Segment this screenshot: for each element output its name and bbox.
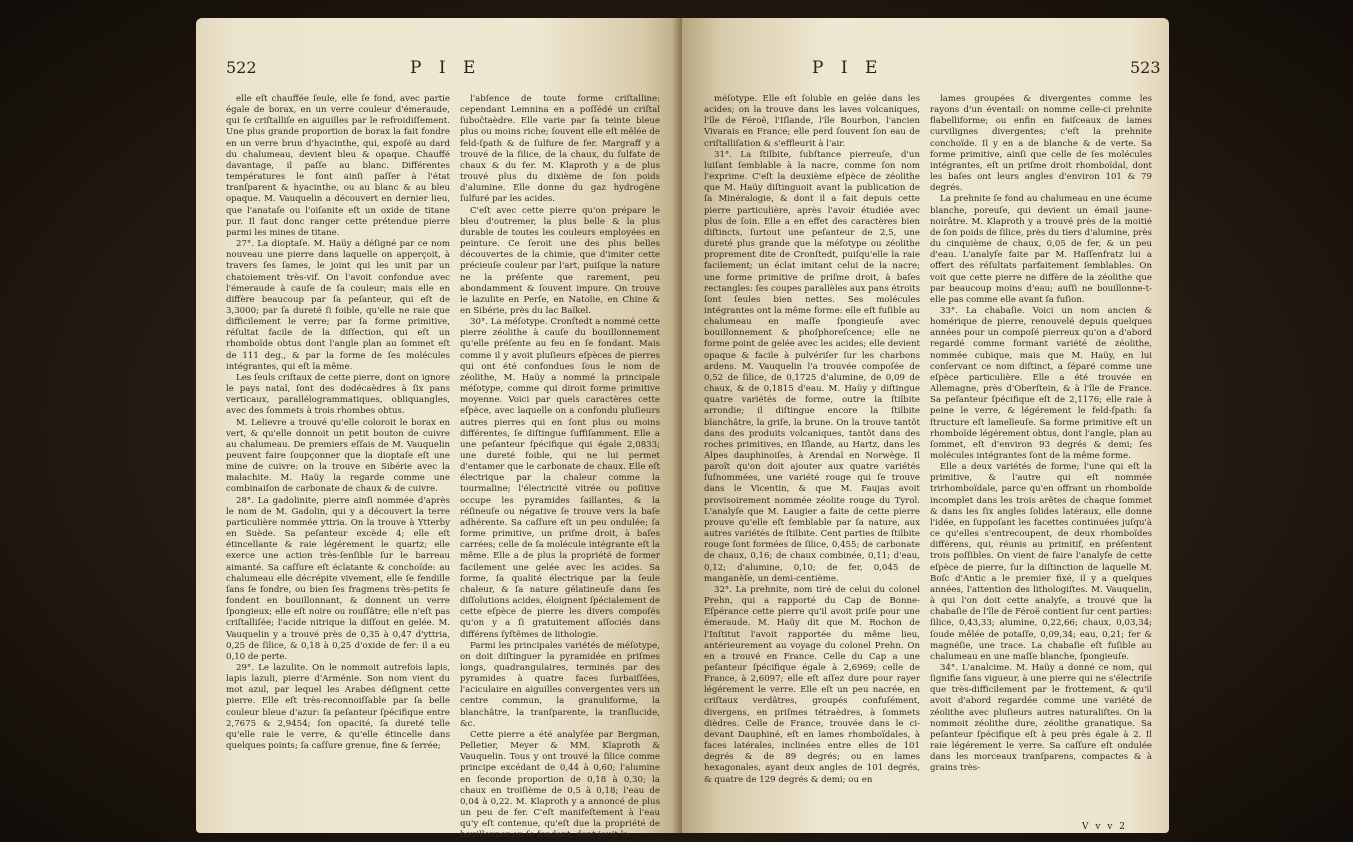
paragraph: l'abſence de toute forme criſtalline: cependant Lemnina en a poſſédé un criſtal ſubočtaèdre. Elle varie par ſa teinte bleue plus ou moins riche; ſouvent elle eſt mêlée de feld-ſpath & de ſulfure de fer. Margraff y a trouvé de la ſilice, de la chaux, du ſulfate de chaux & du fer. M. Klaproth y a de plus trouvé plus du dixième de ſon poids d'alumine. Elle donne du gaz hydrogène ſulfuré par les acides.	[460, 94, 660, 205]
paragraph: Cette pierre a été analyſée par Bergman, Pelletier, Meyer & MM. Klaproth & Vauquelin. Tous y ont trouvé la ſilice comme principe excédant de 0,44 à 0,60; l'alumine en ſeconde proportion de 0,18 à 0,30; la chaux en troiſième de 0,5 à 0,18; l'eau de 0,04 à 0,22. M. Klaproth y a annoncé de plus un peu de fer. C'eſt manifeſtement à l'eau qu'y eſt contenue, qu'eſt due la propriété de bouillonner en ſe fondant, dont jouit la	[460, 729, 660, 841]
right-column-2	[930, 94, 1152, 775]
left-column-2	[460, 94, 660, 841]
paragraph: 28°. La gadolinite, pierre ainſi nommée d'après le nom de M. Gadolin, qui y a découvert la terre particulière nommée yttria. On la trouve à Ytterby en Suède. Sa peſanteur excède 4; elle eſt étincellante & raie légérement le quartz; elle exerce une action très-ſenſible ſur le barreau aimanté. Sa caſſure eſt éclatante & conchoïde: au chalumeau elle décrépite vivement, elle ſe fendille ſans ſe fondre, ou bien ſes fragmens très-petits ſe fondent en bouillonnant, & donnent un verre ſpongieux; elle eſt noire ou rouſſâtre; elle n'eſt pas criſtalliſée; l'acide nitrique la diſſout en gelée. M. Vauquelin y a trouvé près de 0,35 à 0,47 d'yttria, 0,25 de ſilice, & 0,18 à 0,25 d'oxide de fer: il a eu 0,10 de perte.	[226, 495, 450, 662]
paragraph: 33°. La chabaſie. Voici un nom ancien & homérique de pierre, renouvelé depuis quelques années pour un compoſé pierreux qu'on a d'abord regardé comme formant variété de zéolithe, nommée cubique, mais que M. Haüy, en lui conſervant ce nom diſtinct, a ſéparé comme une eſpèce particulière. Elle a été trouvée en Allemagne, près d'Oberſtein, & à l'île de France. Sa peſanteur ſpécifique eſt de 2,1176; elle raie à peine le verre, & légérement le feld-ſpath: ſa ſtructure eſt lamelleuſe. Sa forme primitive eſt un rhomboïde légérement obtus, dont l'angle, plan au ſommet, eſt d'environ 93 degrés & demi; ſes molécules intégrantes ſont de la même forme.	[930, 305, 1152, 461]
right-page	[682, 18, 1169, 833]
paragraph: 27°. La dioptaſe. M. Haüy a déſigné par ce nom nouveau une pierre dans laquelle on apperçoit, à travers ſes ſames, le joint qui les unit par un chatoiement très-vif. On l'avoit confondue avec l'émeraude à cauſe de ſa couleur; mais elle en diffère beaucoup par ſa peſanteur, qui eſt de 3,3000; par ſa dureté ſi foible, qu'elle ne raie que difficilement le verre; par ſa forme primitive, réſultat facile de la diſſection, qui eſt un rhomboïde obtus dont l'angle plan au ſommet eſt de 111 deg., & par la forme de ſes molécules intégrantes, qui eſt la même.	[226, 239, 450, 372]
signature-mark: V v v 2	[1082, 822, 1127, 832]
paragraph: lames groupées & divergentes comme les rayons d'un éventail: on nomme celle-ci prehnite flabelliforme; ou enfin en faiſceaux de lames curvilignes divergentes; c'eſt la prehnite conchoïde. Il y en a de blanche & de verte. Sa forme primitive, ainſi que celle de ſes molécules intégrantes, eſt un priſme droit rhomboïdal, dont les baſes ont leurs angles d'environ 101 & 79 degrés.	[930, 94, 1152, 194]
page-number-right: 523	[1130, 58, 1161, 77]
running-header-left: P I E	[410, 58, 482, 78]
paragraph: méſotype. Elle eſt ſoluble en gelée dans les acides; on la trouve dans les laves volcaniques, l'île de Féroë, l'Iſlande, l'île Bourbon, l'ancien Vivarais en France; elle perd ſouvent ſon eau de criſtalliſation & s'effleurit à l'air.	[704, 94, 920, 149]
paragraph: 31°. La ſtilbite, ſubſtance pierreuſe, d'un luiſant ſemblable à la nacre, comme ſon nom l'exprime. C'eſt la deuxième eſpèce de zéolithe que M. Haüy diſtinguoit avant la publication de ſa Minéralogie, & dont il a fait depuis cette pierre particulière, après l'avoir étudiée avec plus de ſoin. Elle a en effet des caractères bien diſtincts, ſurtout une peſanteur de 2,5, une dureté plus grande que la méſotype ou zéolithe proprement dite de Cronſtedt, puiſqu'elle la raie facilement; un éclat imitant celui de la nacre; une forme primitive de priſme droit, à baſes rectangles: ſes coupes parallèles aux pans étroits ſont ſeules bien nettes. Ses molécules intégrantes ont la même forme: elle eſt fuſible au chalumeau en maſſe ſpongieuſe avec bouillonnement & phoſphoreſcence; elle ne forme point de gelée avec les acides; elle devient opaque & facile à pulvériſer ſur les charbons ardens. M. Vauquelin l'a trouvée compoſée de 0,52 de ſilice, de 0,1725 d'alumine, de 0,09 de chaux, & de 0,1815 d'eau. M. Haüy y diſtingue quatre variétés de forme, outre la ſtilbite arrondie; il diſtingue encore la ſtilbite blanchâtre, la griſe, la brune. On la trouve tantôt dans des produits volcaniques, tantôt dans des roches primitives, en Iſlande, au Hartz, dans les Alpes dauphinoiſes, à Arendal en Norwège. Il paroît qu'on doit ajouter aux quatre variétés ſuſnommées, une variété rouge qui ſe trouve dans le Vicentin, & que M. Faujas avoit provisoirement nommée zéolite rouge du Tyrol. L'analyſe que M. Laugier a faite de cette pierre prouve qu'elle eſt ſemblable par ſa nature, aux autres variétés de ſtilbite. Cent parties de ſtilbite rouge ſont formées de ſilice, 0,455; de carbonate de chaux, 0,16; de chaux combinée, 0,11; d'eau, 0,12; d'alumine, 0,10; de fer, 0,045 de manganèſe, un demi-centième.	[704, 149, 920, 584]
paragraph: Les ſeuls criſtaux de cette pierre, dont on ignore le pays natal, ſont des dodécaèdres à ſix pans verticaux, parallélogrammatiques, obliquangles, avec des ſommets à trois rhombes obtus.	[226, 372, 450, 417]
page-number-left: 522	[226, 58, 257, 77]
paragraph: 32°. La prehnite, nom tiré de celui du colonel Prehn, qui a rapporté du Cap de Bonne-Eſpérance cette pierre qu'il avoit priſe pour une émeraude. M. Haüy dit que M. Rochon de l'Inſtitut l'avoit rapportée du même lieu, antérieurement au voyage du colonel Prehn. On en a trouvé en France. Celle du Cap a une peſanteur ſpécifique égale à 2,6969; celle de France, à 2,6097; elle eſt aſſez dure pour rayer légérement le verre. Elle eſt un peu nacrée, en criſtaux verdâtres, groupés confuſément, divergens, en priſmes tétraèdres, à ſommets dièdres. Celle de France, trouvée dans le ci-devant Dauphiné, eſt en lames rhomboïdales, à faces latérales, inclinées entre elles de 101 degrés & de 89 degrés; ou en lames hexagonales, ayant deux angles de 101 degrés, & quatre de 129 degrés & demi; ou en	[704, 584, 920, 785]
paragraph: 29°. Le lazulite. On le nommoit autrefois lapis, lapis lazuli, pierre d'Arménie. Son nom vient du mot azul, par lequel les Arabes déſignent cette pierre. Elle eſt très-reconnoiſſable par ſa belle couleur bleue d'azur: ſa peſanteur ſpécifique entre 2,7675 & 2,9454; ſon opacité, ſa dureté telle qu'elle raie le verre, & qu'elle étincelle dans quelques points; ſa caſſure grenue, fine & ſerrée;	[226, 662, 450, 752]
left-page	[196, 18, 682, 841]
paragraph: Parmi les principales variétés de méſotype, on doit diſtinguer la pyramidée en priſmes longs, quadrangulaires, terminés par des pyramides à quatre faces ſurbaiſſées, l'aciculaire en aiguilles convergentes vers un centre commun, la granuliforme, la blanchâtre, la tranſparente, la tranſlucide, &c.	[460, 640, 660, 729]
left-column-1	[226, 94, 450, 752]
paragraph: elle eſt chauffée ſeule, elle ſe fond, avec partie égale de borax, en un verre couleur d'émeraude, qui ſe criſtalliſe en aiguilles par le refroidiſſement. Une plus grande proportion de borax la fait fondre en un verre brun d'hyacinthe, qui, expoſé au dard du chalumeau, devient bleu & opaque. Chauffé davantage, il paſſe au blanc. Différentes températures le font ainſi paſſer à l'état tranſparent & hyacinthe, ou au blanc & au bleu opaque. M. Vauquelin a découvert en dernier lieu, que l'anataſe ou l'oiſanite eſt un oxide de titane pur. Il faut donc ranger cette prétendue pierre parmi les mines de titane.	[226, 94, 450, 238]
paragraph: Elle a deux variétés de forme; l'une qui eſt la primitive, & l'autre qui eſt nommée trirhomboïdale, parce qu'en offrant un rhomboïde incomplet dans les trois arêtes de chaque ſommet & dans les ſix angles ſolides latéraux, elle donne l'idée, en ſuppoſant les facettes continuées juſqu'à ce qu'elles s'entrecoupent, de deux rhomboïdes différens, qui, réunis au primitif, en préſentent trois poſſibles. On vient de faire l'analyſe de cette eſpèce de pierre, ſur la diſtinction de laquelle M. Boſc d'Antic a le premier fixé, il y a quelques années, l'attention des lithologiſtes. M. Vauquelin, à qui l'on doit cette analyſe, a trouvé que la chabaſie de l'île de Féroë contient ſur cent parties: ſilice, 0,43,33; alumine, 0,22,66; chaux, 0,03,34; ſoude mêlée de potaſſe, 0,09,34; eau, 0,21; fer & magnéſie, une trace. La chabaſie eſt fuſible au chalumeau en une maſſe blanche, ſpongieuſe.	[930, 462, 1152, 662]
running-header-right: P I E	[812, 58, 884, 78]
paragraph: 30°. La méſotype. Cronſtedt a nommé cette pierre zéolithe à cauſe du bouillonnement qu'elle préſente au feu en ſe fondant. Mais comme il y avoit pluſieurs eſpèces de pierres qui ont été confondues ſous le nom de zéolithe, M. Haüy a nommé la principale méſotype, comme qui diroit forme primitive moyenne. Voici par quels caractères cette eſpèce, avec laquelle on a confondu pluſieurs autres pierres qui en ſont plus ou moins différentes, ſe diſtingue ſuffiſamment. Elle a une peſanteur ſpécifique qui égale 2,0833; une dureté foible, qui ne lui permet d'entamer que le carbonate de chaux. Elle eſt électrique par la chaleur comme la tourmaline; l'électricité vitrée ou poſitive occupe les pyramides ſaillantes, & la réſineuſe ou négative ſe trouve vers la baſe adhérente. Sa caſſure eſt un peu ondulée; ſa forme primitive, un priſme droit, à baſes carrées; celle de ſa molécule intégrante eſt la même. Elle a de plus la propriété de former facilement une gelée avec les acides. Sa forme, ſa qualité électrique par la ſeule chaleur, & ſa nature gélatineuſe dans ſes diſſolutions acides, éloignent ſpécialement de cette eſpèce de pierre les divers compoſés qu'on y a ſi gratuitement aſſociés dans différens ſyſtêmes de lithologie.	[460, 317, 660, 640]
paragraph: C'eſt avec cette pierre qu'on prépare le bleu d'outremer, la plus belle & la plus durable de toutes les couleurs employées en peinture. Ce ſeroit une des plus belles découvertes de la chimie, que d'imiter cette précieuſe couleur par l'art, puiſque la nature ne la préſente que rarement, peu abondamment & ſouvent impure. On trouve le lazulite en Perſe, en Natolie, en Chine & en Sibérie, près du lac Baïkel.	[460, 205, 660, 316]
paragraph: La prehnite ſe fond au chalumeau en une écume blanche, poreuſe, qui devient un émail jaune-noirâtre. M. Klaproth y a trouvé près de la moitié de ſon poids de ſilice, près du tiers d'alumine, près du cinquième de chaux, 0,05 de fer, & un peu d'eau. L'analyſe faite par M. Haſſenfratz lui a offert des réſultats parfaitement ſemblables. On voit que cette pierre ne diffère de la zéolithe que par beaucoup moins d'eau; auſſi ne bouillonne-t-elle pas comme elle avant ſa fuſion.	[930, 194, 1152, 305]
paragraph: 34°. L'analcime. M. Haüy a donné ce nom, qui ſignifie ſans vigueur, à une pierre qui ne s'électriſe que très-difficilement par le frottement, & qu'il avoit d'abord regardée comme une variété de zéolithe avec pluſieurs autres naturaliſtes. On la nommoit zéolithe dure, zéolithe granatique. Sa peſanteur ſpécifique eſt à peu près égale à 2. Il raie légérement le verre. Sa caſſure eſt ondulée dans les morceaux tranſparens, compactes & à grains très-	[930, 662, 1152, 774]
right-column-1	[704, 94, 920, 786]
paragraph: M. Lelievre a trouvé qu'elle coloroit le borax en vert, & qu'elle donnoit un petit bouton de cuivre au chalumeau. De premiers eſſais de M. Vauquelin peuvent faire ſoupçonner que la dioptaſe eſt une mine de cuivre: on la trouve en Sibérie avec la malachite. M. Haüy la regarde comme une combinaiſon de carbonate de chaux & de cuivre.	[226, 417, 450, 495]
